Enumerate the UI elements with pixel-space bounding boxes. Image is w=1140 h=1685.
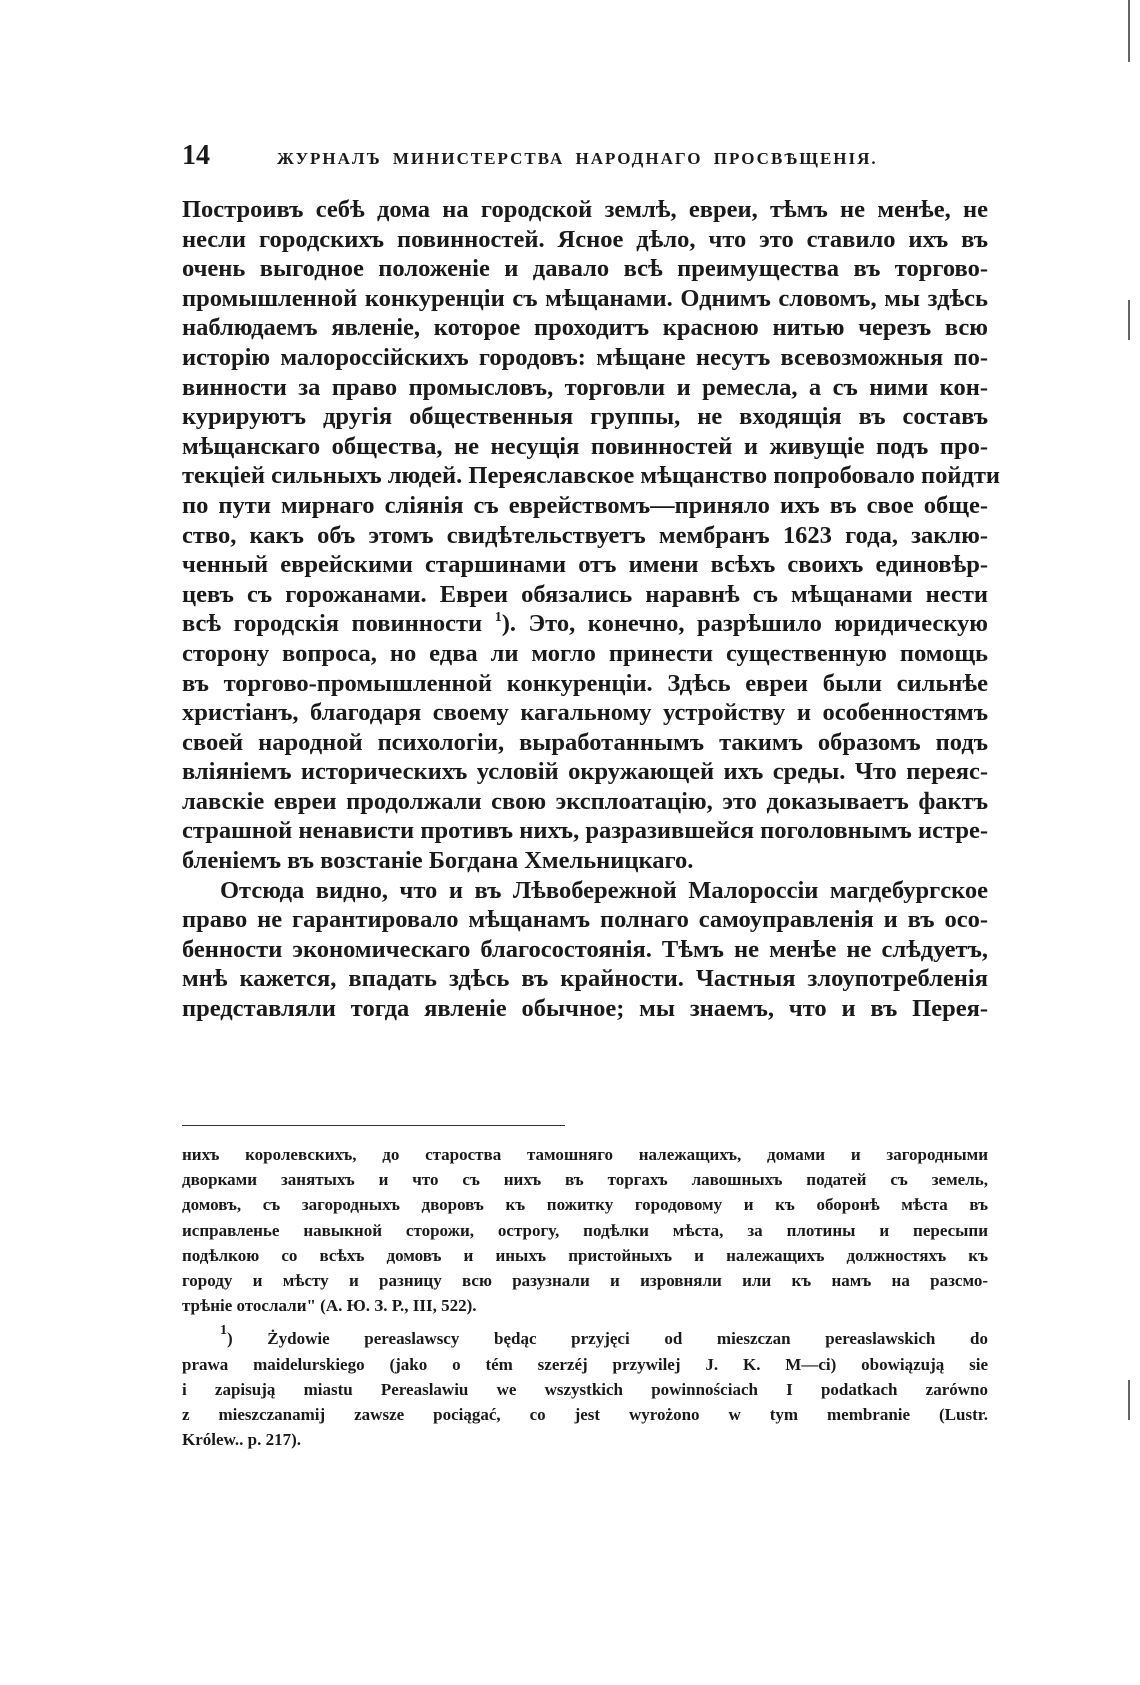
- footnote-line: подѣлкою со всѣхъ домовъ и иныхъ пристойныхъ и належащихъ должностяхъ къ: [182, 1245, 988, 1265]
- text-line: курируютъ другія общественныя группы, не входящія въ составъ: [182, 403, 988, 431]
- text-line: винности за право промысловъ, торговли и ремесла, а съ ними кон-: [182, 373, 988, 401]
- text-line: бленіемъ въ возстаніе Богдана Хмельницкаго.: [182, 847, 694, 875]
- footnote-line: prawa maidelurskiego (jako o tém szerzéj przywilej J. K. M—ci) obowiązują sie: [182, 1354, 988, 1374]
- running-title: ЖУРНАЛЪ МИНИСТЕРСТВА НАРОДНАГО ПРОСВѢЩЕНІЯ.: [277, 149, 878, 168]
- text-line: несли городскихъ повинностей. Ясное дѣло, что это ставило ихъ въ: [182, 225, 988, 253]
- text-line: въ торгово-промышленной конкуренціи. Здѣсь евреи были сильнѣе: [182, 669, 988, 697]
- footnote-line: дворками занятыхъ и что съ нихъ въ торгахъ лавошныхъ податей съ земель,: [182, 1170, 988, 1190]
- footnote-1-marker: 1: [220, 1323, 227, 1339]
- footnote-divider: [182, 1125, 565, 1126]
- text-fragment: ). Это, конечно, разрѣшило юридическую: [501, 610, 988, 638]
- text-line: исторію малороссійскихъ городовъ: мѣщане несутъ всевозможныя по-: [182, 343, 988, 371]
- text-line: мѣщанскаго общества, не несущія повинностей и живущіе подъ про-: [182, 432, 988, 460]
- footnote-spacer: [182, 1318, 988, 1326]
- text-line: страшной ненависти противъ нихъ, разразившейся поголовнымъ истре-: [182, 817, 988, 845]
- text-line: наблюдаемъ явленіе, которое проходитъ красною нитью черезъ всю: [182, 314, 988, 342]
- text-line-with-footnote: [182, 609, 988, 639]
- footnote-1-first-line: [182, 1323, 988, 1351]
- text-line: текціей сильныхъ людей. Переяславское мѣщанство попробовало пойдти: [182, 462, 1000, 490]
- footnote-line: i zapisują miastu Pereaslawiu we wszystkich powinnościach I podatkach zarówno: [182, 1379, 988, 1399]
- text-line: промышленной конкуренціи съ мѣщанами. Однимъ словомъ, мы здѣсь: [182, 284, 988, 312]
- footnote-marker: 1: [494, 610, 502, 626]
- text-line: право не гарантировало мѣщанамъ полнаго самоуправленія и въ осо-: [182, 906, 988, 934]
- text-line: ченный еврейскими старшинами отъ имени всѣхъ своихъ единовѣр-: [182, 551, 988, 579]
- text-line: лавскіе евреи продолжали свою эксплоатацію, это доказываетъ фактъ: [182, 787, 988, 815]
- text-line: бенности экономическаго благосостоянія. Тѣмъ не менѣе не слѣдуетъ,: [182, 935, 988, 963]
- page-number: 14: [182, 140, 210, 171]
- text-fragment: всѣ городскія повинности: [182, 610, 483, 638]
- text-line: цевъ съ горожанами. Евреи обязались наравнѣ съ мѣщанами нести: [182, 580, 988, 608]
- main-text: [182, 195, 1000, 1024]
- footnotes: [182, 1142, 988, 1452]
- text-line: вліяніемъ историческихъ условій окружающей ихъ среды. Что переяс-: [182, 758, 988, 786]
- footnote-line: городу и мѣсту и разницу всю разузнали и изровняли или къ намъ на разсмо-: [182, 1271, 988, 1291]
- text-line: сторону вопроса, но едва ли могло принести существенную помощь: [182, 639, 988, 667]
- text-line: очень выгодное положеніе и давало всѣ преимущества въ торгово-: [182, 255, 988, 283]
- text-line: христіанъ, благодаря своему кагальному устройству и особенностямъ: [182, 699, 988, 727]
- text-line: ство, какъ объ этомъ свидѣтельствуетъ мембранъ 1623 года, заклю-: [182, 521, 988, 549]
- scan-edge-mark: [1128, 300, 1130, 340]
- scan-edge-mark: [1128, 1380, 1130, 1420]
- text-line: представляли тогда явленіе обычное; мы знаемъ, что и въ Перея-: [182, 995, 988, 1023]
- text-line: Отсюда видно, что и въ Лѣвобережной Малороссіи магдебургское: [220, 876, 988, 904]
- text-line: по пути мирнаго сліянія съ еврействомъ—приняло ихъ въ свое обще-: [182, 491, 988, 519]
- footnote-line: z mieszczanamij zawsze pociągać, co jest wyrożono w tym membranie (Lustr.: [182, 1405, 988, 1425]
- footnote-line: домовъ, съ загородныхъ дворовъ къ пожитку городовому и къ оборонѣ мѣста въ: [182, 1195, 988, 1215]
- footnote-line: нихъ королевскихъ, до староства тамошняго належащихъ, домами и загородными: [182, 1145, 988, 1164]
- text-line: мнѣ кажется, впадать здѣсь въ крайности. Частныя злоупотребленія: [182, 965, 988, 993]
- page-header: [182, 140, 982, 180]
- footnote-line: трѣніе отослали" (А. Ю. З. Р., III, 522).: [182, 1296, 477, 1316]
- scan-edge-mark: [1128, 0, 1130, 62]
- footnote-line: Królew.. p. 217).: [182, 1430, 301, 1450]
- footnote-line: исправленье навыкной сторожи, острогу, подѣлки мѣста, за плотины и пересыпи: [182, 1220, 988, 1240]
- text-line: Построивъ себѣ дома на городской землѣ, евреи, тѣмъ не менѣе, не: [182, 196, 988, 223]
- text-fragment: ) Żydowie pereaslawscy będąc przyjęci od mieszczan pereaslawskich do: [227, 1329, 988, 1349]
- text-line: своей народной психологіи, выработаннымъ такимъ образомъ подъ: [182, 728, 988, 756]
